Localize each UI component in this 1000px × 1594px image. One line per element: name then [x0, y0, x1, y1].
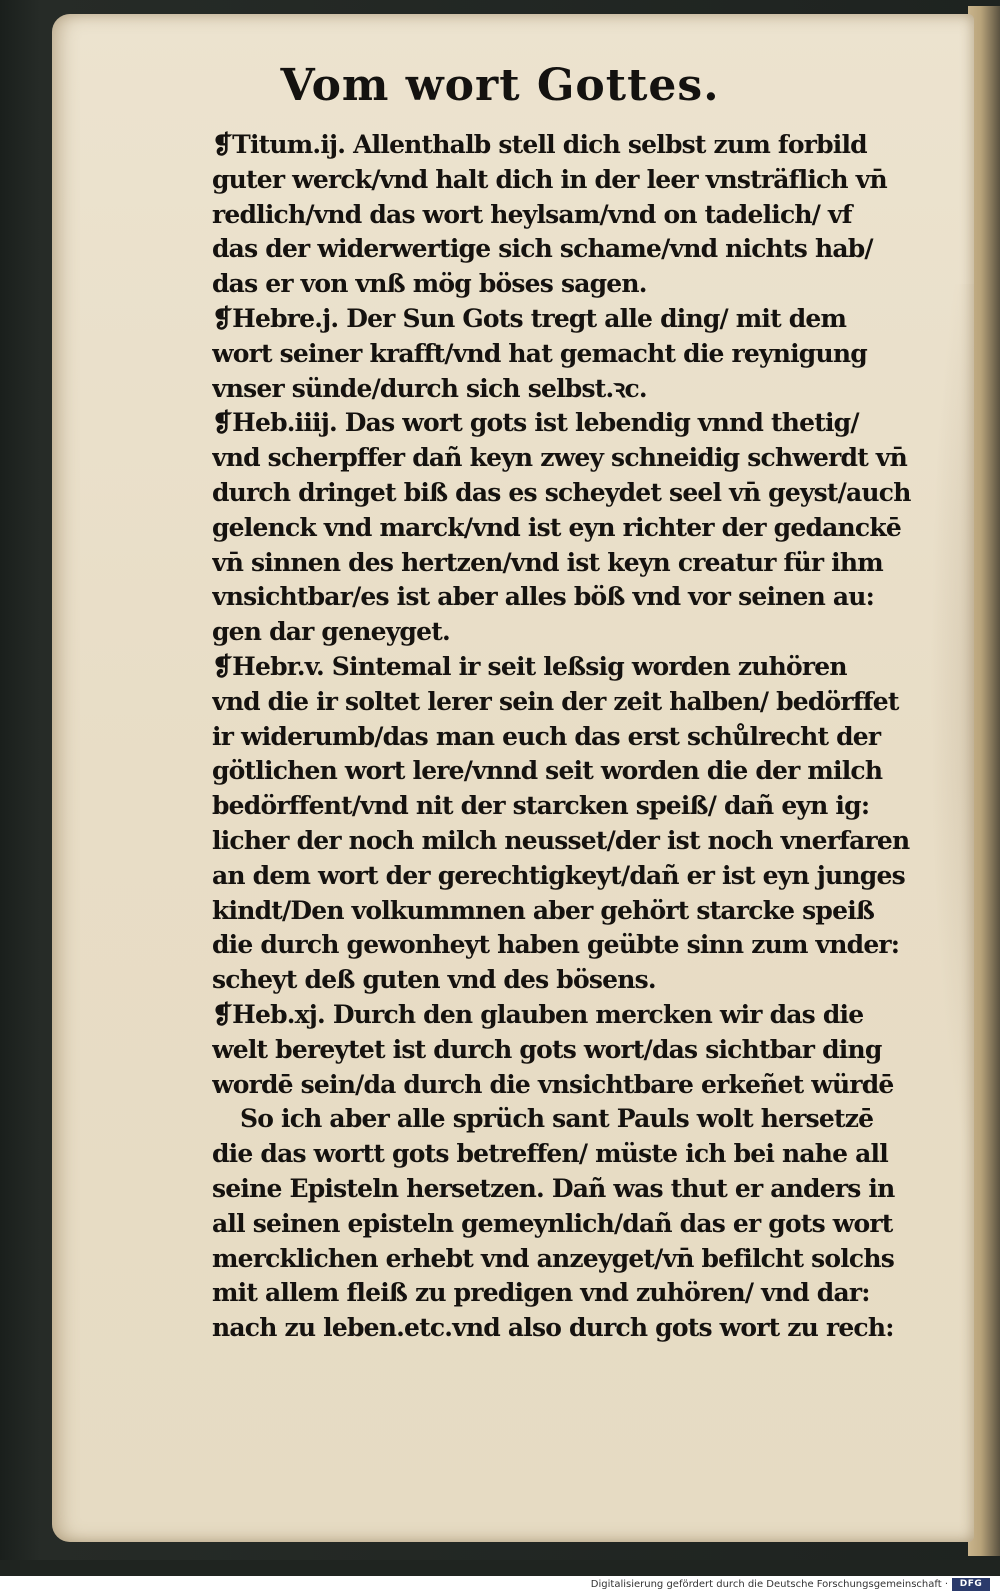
- text-line: an dem wort der gerechtigkeyt/dañ er ist eyn junges: [212, 860, 905, 890]
- text-line: nach zu leben.etc.vnd also durch gots wort zu rech:: [212, 1313, 894, 1343]
- text-line: gelenck vnd marck/vnd ist eyn richter der gedanckē: [212, 512, 901, 542]
- text-line: mit allem fleiß zu predigen vnd zuhören/ vnd dar:: [212, 1278, 870, 1308]
- text-line: vnsichtbar/es ist aber alles böß vnd vor seinen au:: [212, 582, 875, 612]
- text-line: das er von vnß mög böses sagen.: [212, 269, 647, 299]
- text-line: ❡Hebre.j. Der Sun Gots tregt alle ding/ mit dem: [212, 303, 847, 333]
- funding-credit: Digitalisierung gefördert durch die Deutsche Forschungsgemeinschaft ·: [590, 1579, 948, 1590]
- text-line: kindt/Den volkummnen aber gehört starcke speiß: [212, 895, 875, 925]
- text-line: durch dringet biß das es scheydet seel vn̄ geyst/auch: [212, 477, 911, 507]
- text-line: ❡Titum.ij. Allenthalb stell dich selbst zum forbild: [212, 130, 867, 159]
- text-line: all seinen episteln gemeynlich/dañ das er gots wort: [212, 1208, 893, 1238]
- text-line: vnser sünde/durch sich selbst.ꝛc.: [212, 373, 647, 403]
- text-line: die das wortt gots betreffen/ müste ich bei nahe all: [212, 1139, 888, 1169]
- text-line: guter werck/vnd halt dich in der leer vnsträflich vn̄: [212, 164, 887, 194]
- text-line: seine Episteln hersetzen. Dañ was thut er anders in: [212, 1173, 895, 1203]
- text-line: vnd die ir soltet lerer sein der zeit halben/ bedörffet: [212, 686, 899, 716]
- text-line: ❡Heb.xj. Durch den glauben mercken wir das die: [212, 999, 864, 1029]
- text-line: So ich aber alle sprüch sant Pauls wolt hersetzē: [240, 1104, 874, 1134]
- text-line: scheyt deß guten vnd des bösens.: [212, 965, 656, 995]
- dfg-logo: DFG: [952, 1578, 990, 1591]
- text-line: götlichen wort lere/vnnd seit worden die der milch: [212, 756, 883, 786]
- body-text: [212, 128, 954, 1368]
- text-line: die durch gewonheyt haben geübte sinn zum vnder:: [212, 930, 900, 960]
- text-line: redlich/vnd das wort heylsam/vnd on tadelich/ vf: [212, 199, 852, 229]
- text-line: wort seiner krafft/vnd hat gemacht die reynigung: [212, 338, 867, 368]
- text-line: vn̄ sinnen des hertzen/vnd ist keyn creatur für ihm: [212, 547, 883, 577]
- text-line: wordē sein/da durch die vnsichtbare erkeñet würdē: [212, 1069, 894, 1099]
- running-head: Vom wort Gottes.: [280, 60, 720, 111]
- text-line: ❡Hebr.v. Sintemal ir seit leßsig worden zuhören: [212, 651, 847, 681]
- text-line: licher der noch milch neusset/der ist noch vnerfaren: [212, 825, 910, 855]
- text-line: ❡Heb.iiij. Das wort gots ist lebendig vnnd thetig/: [212, 408, 859, 438]
- text-line: gen dar geneyget.: [212, 617, 450, 647]
- text-line: welt bereytet ist durch gots wort/das sichtbar ding: [212, 1034, 882, 1064]
- text-line: ir widerumb/das man euch das erst schůlrecht der: [212, 721, 881, 751]
- text-line: das der widerwertige sich schame/vnd nichts hab/: [212, 234, 873, 264]
- text-line: bedörffent/vnd nit der starcken speiß/ dañ eyn ig:: [212, 791, 870, 821]
- text-line: vnd scherpffer dañ keyn zwey schneidig schwerdt vn̄: [212, 443, 907, 473]
- text-line: mercklichen erhebt vnd anzeyget/vn̄ befilcht solchs: [212, 1243, 895, 1273]
